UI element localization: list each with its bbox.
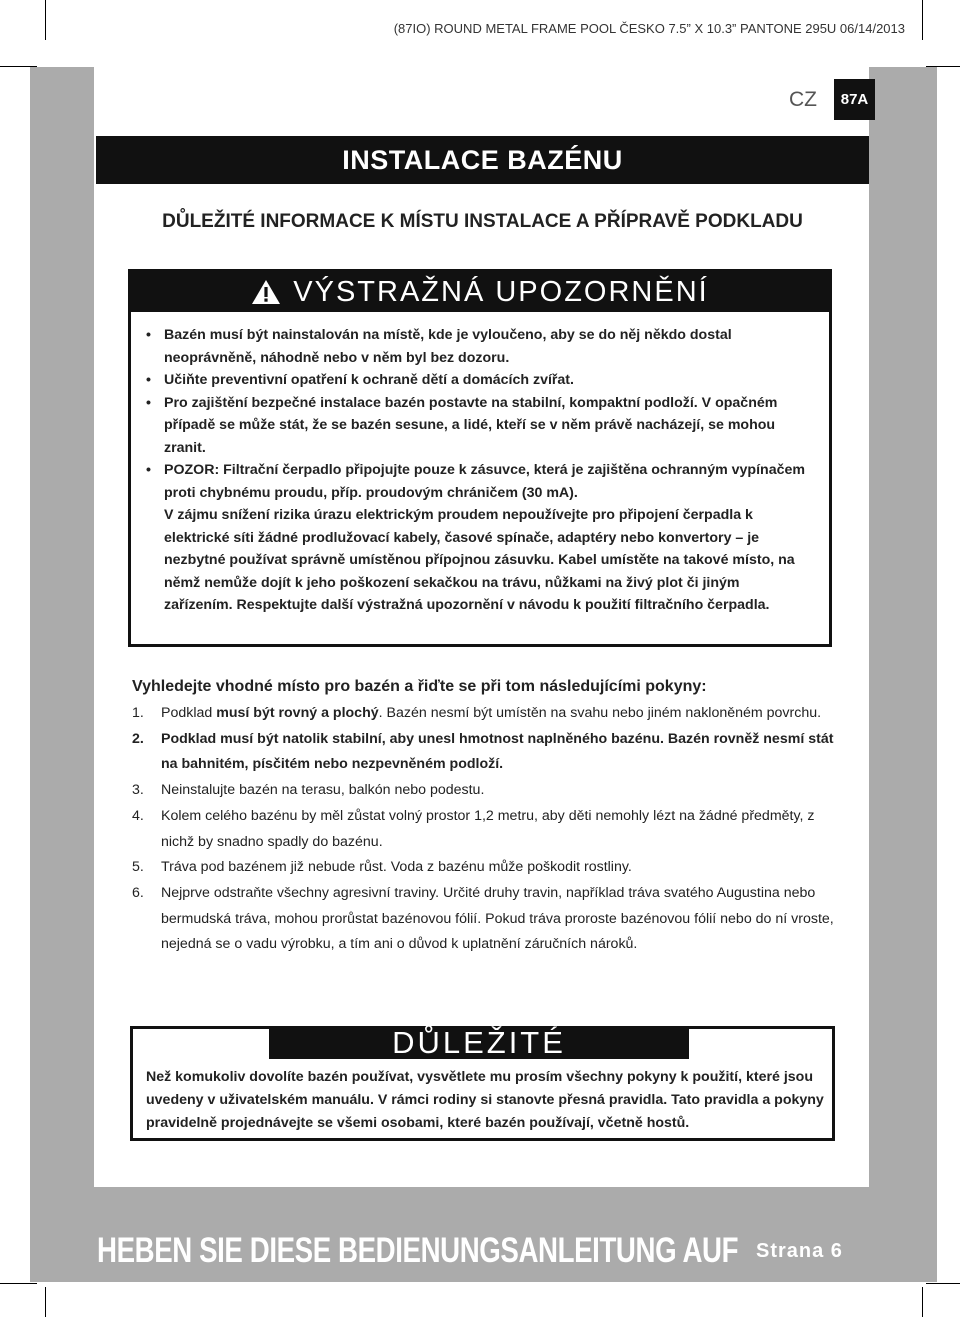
crop-mark [0,1283,37,1284]
print-header: (87IO) ROUND METAL FRAME POOL ČESKO 7.5” X 10.3” PANTONE 295U 06/14/2013 [393,21,905,36]
bullet: • [146,462,151,478]
warning-list [131,312,829,617]
warning-item: • POZOR: Filtrační čerpadlo připojujte pouze k zásuvce, která je zajištěna ochranným vypínačem proti chybnému proudu, příp. proudovým chráničem (30 mA). [164,459,809,504]
warning-item: • Učiňte preventivní opatření k ochraně dětí a domácích zvířat. [164,369,809,392]
warning-triangle-icon [251,279,281,305]
guideline-item: 3. Neinstalujte bazén na terasu, balkón nebo podestu. [132,782,485,799]
guideline-item: 2. Podklad musí být natolik stabilní, aby unesl hmotnost naplněného bazénu. Bazén rovněž nesmí stát na bahnitém, písčitém nebo nezpevněném podloží. [132,730,834,773]
guideline-item: 6. Nejprve odstraňte všechny agresivní traviny. Určité druhy travin, například tráva svatého Augustina nebo bermudská tráva, mohou prorůstat bazénovou fólií. Pokud tráva proroste bazénovou fólií nebo do ní vroste, nejedná se o vadu výrobku, a tím ani o důvod k uplatnění záručních nároků. [132,884,834,953]
warning-box [128,269,832,647]
bullet: • [146,372,151,388]
crop-mark [922,0,923,40]
page-number: Strana 6 [756,1240,843,1262]
bullet: • [146,327,151,343]
page-title: INSTALACE BAZÉNU [96,136,869,184]
crop-mark [45,0,46,40]
crop-mark [45,1287,46,1317]
warning-item: • Bazén musí být nainstalován na místě, kde je vyloučeno, aby se do něj někdo dostal neoprávněně, náhodně nebo v něm byl bez dozoru. [164,324,809,369]
crop-mark [922,1287,923,1317]
guidelines-intro: Vyhledejte vhodné místo pro bazén a řiďte se při tom následujícími pokyny: [132,678,707,695]
warning-header [131,272,829,312]
page-badge: 87A [834,79,875,120]
guidelines-list [132,701,844,958]
warning-item: • Pro zajištění bezpečné instalace bazén postavte na stabilní, kompaktní podloží. V opačném případě se může stát, že se bazén sesune, a lidé, kteří se v něm právě nacházejí, se mohou zranit. [164,392,809,460]
guideline-item: 5. Tráva pod bazénem již nebude růst. Voda z bazénu může poškodit rostliny. [132,859,632,876]
crop-mark [926,1283,960,1284]
warning-heading: VÝSTRAŽNÁ UPOZORNĚNÍ [293,275,709,308]
section-subtitle: DŮLEŽITÉ INFORMACE K MÍSTU INSTALACE A PŘÍPRAVĚ PODKLADU [162,211,803,232]
guideline-item: 4. Kolem celého bazénu by měl zůstat volný prostor 1,2 metru, aby děti nemohly lézt na žádné předměty, z nichž by snadno spadly do bazénu. [132,807,815,850]
bullet: • [146,394,151,411]
important-text: Než komukoliv dovolíte bazén používat, vysvětlete mu prosím všechny pokyny k použití, které jsou uvedeny v uživatelském manuálu. V rámci rodiny si stanovte přesná pravidla. Tato pravidla a pokyny pravidelně projednávejte se všemi osobami, které bazén používají, včetně hostů. [146,1069,824,1131]
guideline-item: 1. Podklad musí být rovný a plochý. Bazén nesmí být umístěn na svahu nebo jiném nakloněném povrchu. [132,705,822,721]
warning-paragraph: V zájmu snížení rizika úrazu elektrickým proudem nepoužívejte pro připojení čerpadla k elektrické síti žádné prodlužovací kabely, časové spínače, adaptéry nebo konvertory – je nezbytné používat správně umístěnou přípojnou zásuvku. Kabel umístěte na takové místo, na němž nemůže dojít k jeho poškození sekačkou na trávu, nůžkami na živý plot či jiným zařízením. Respektujte další výstražná upozornění v návodu k použití filtračního čerpadla. [164,507,795,613]
important-heading: DŮLEŽITÉ [269,1026,689,1059]
footer-text: HEBEN SIE DIESE BEDIENUNGSANLEITUNG AUF [97,1231,739,1270]
language-code: CZ [789,88,817,111]
